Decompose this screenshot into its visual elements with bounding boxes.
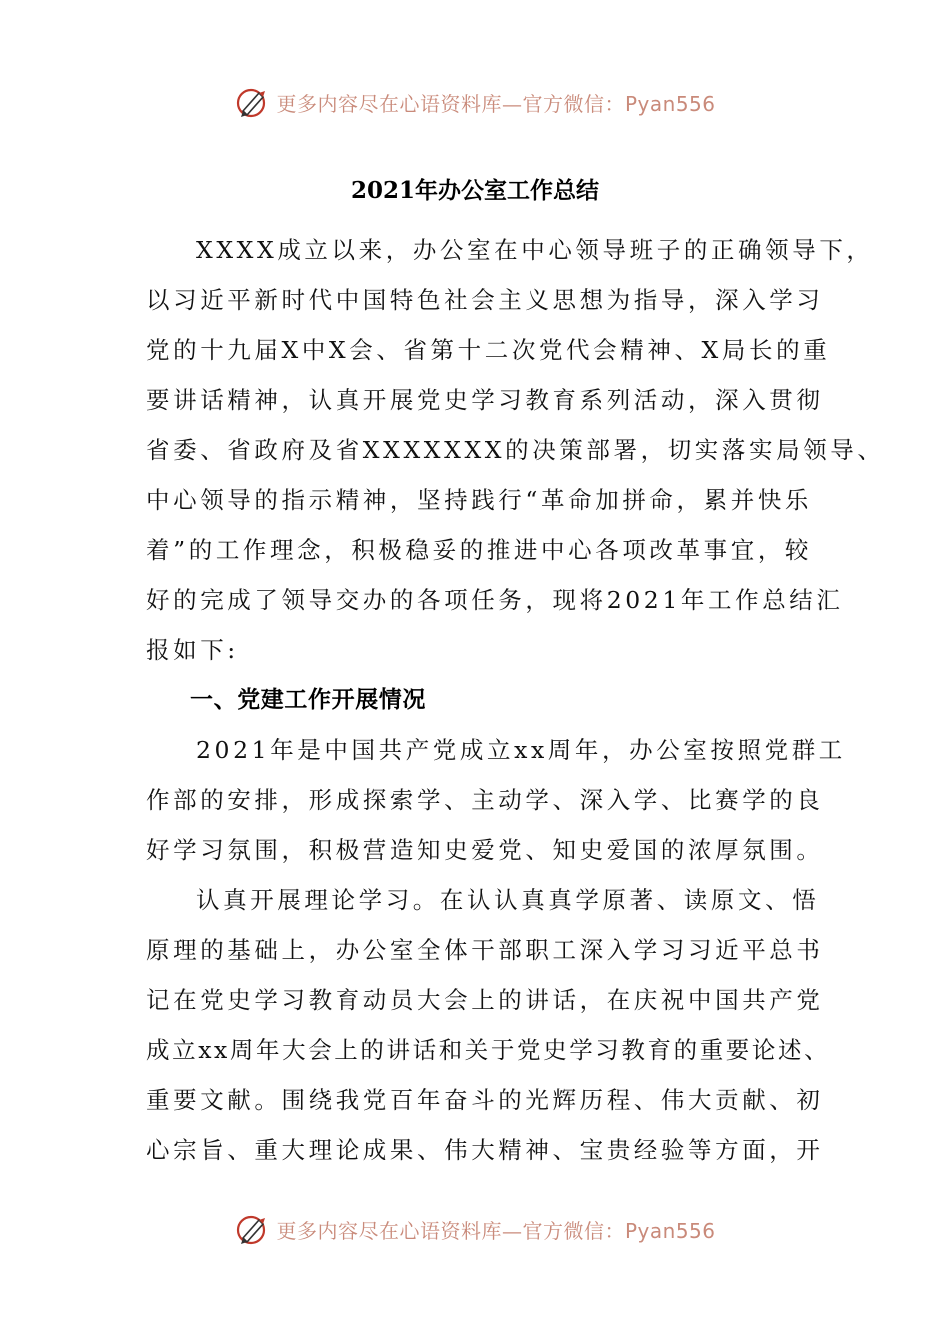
- header-wechat-id: Pyan556: [624, 91, 716, 116]
- paragraph-line: 记在党史学习教育动员大会上的讲话，在庆祝中国共产党: [146, 986, 824, 1014]
- intro-line: 党的十九届X中X会、省第十二次党代会精神、X局长的重: [146, 336, 831, 364]
- intro-line: 要讲话精神，认真开展党史学习教育系列活动，深入贯彻: [146, 386, 824, 414]
- intro-line: 好的完成了领导交办的各项任务，现将2021年工作总结汇: [146, 586, 844, 614]
- header-banner-text: 更多内容尽在心语资料库—官方微信：Pyan556: [276, 91, 716, 116]
- intro-line: 以习近平新时代中国特色社会主义思想为指导，深入学习: [146, 286, 824, 314]
- paragraph-line: 好学习氛围，积极营造知史爱党、知史爱国的浓厚氛围。: [146, 836, 824, 864]
- footer-banner: [0, 1209, 950, 1249]
- paragraph-line: 作部的安排，形成探索学、主动学、深入学、比赛学的良: [146, 786, 824, 814]
- section-heading: 一、党建工作开展情况: [190, 687, 426, 713]
- intro-line: 报如下:: [146, 636, 239, 664]
- paragraph-line: 心宗旨、重大理论成果、伟大精神、宝贵经验等方面，开: [146, 1136, 824, 1164]
- paragraph-line: 认真开展理论学习。在认认真真学原著、读原文、悟: [196, 886, 820, 914]
- footer-wechat-id: Pyan556: [624, 1218, 716, 1243]
- intro-line: 着”的工作理念，积极稳妥的推进中心各项改革事宜，较: [146, 536, 813, 564]
- paragraph-line: 原理的基础上，办公室全体干部职工深入学习习近平总书: [146, 936, 824, 964]
- intro-line: XXXX成立以来，办公室在中心领导班子的正确领导下，: [196, 236, 874, 264]
- footer-banner-text: 更多内容尽在心语资料库—官方微信：Pyan556: [276, 1218, 716, 1243]
- paragraph-line: 2021年是中国共产党成立xx周年，办公室按照党群工: [196, 736, 846, 764]
- header-banner: [0, 82, 950, 122]
- paragraph-line: 成立xx周年大会上的讲话和关于党史学习教育的重要论述、: [146, 1036, 831, 1064]
- intro-line: 省委、省政府及省XXXXXXX的决策部署，切实落实局领导、: [146, 436, 885, 464]
- pen-logo-icon: [234, 1211, 270, 1247]
- pen-logo-icon: [234, 84, 270, 120]
- intro-line: 中心领导的指示精神，坚持践行“革命加拼命，累并快乐: [146, 486, 813, 514]
- document-title: 2021年办公室工作总结: [350, 177, 599, 204]
- paragraph-line: 重要文献。围绕我党百年奋斗的光辉历程、伟大贡献、初: [146, 1086, 824, 1114]
